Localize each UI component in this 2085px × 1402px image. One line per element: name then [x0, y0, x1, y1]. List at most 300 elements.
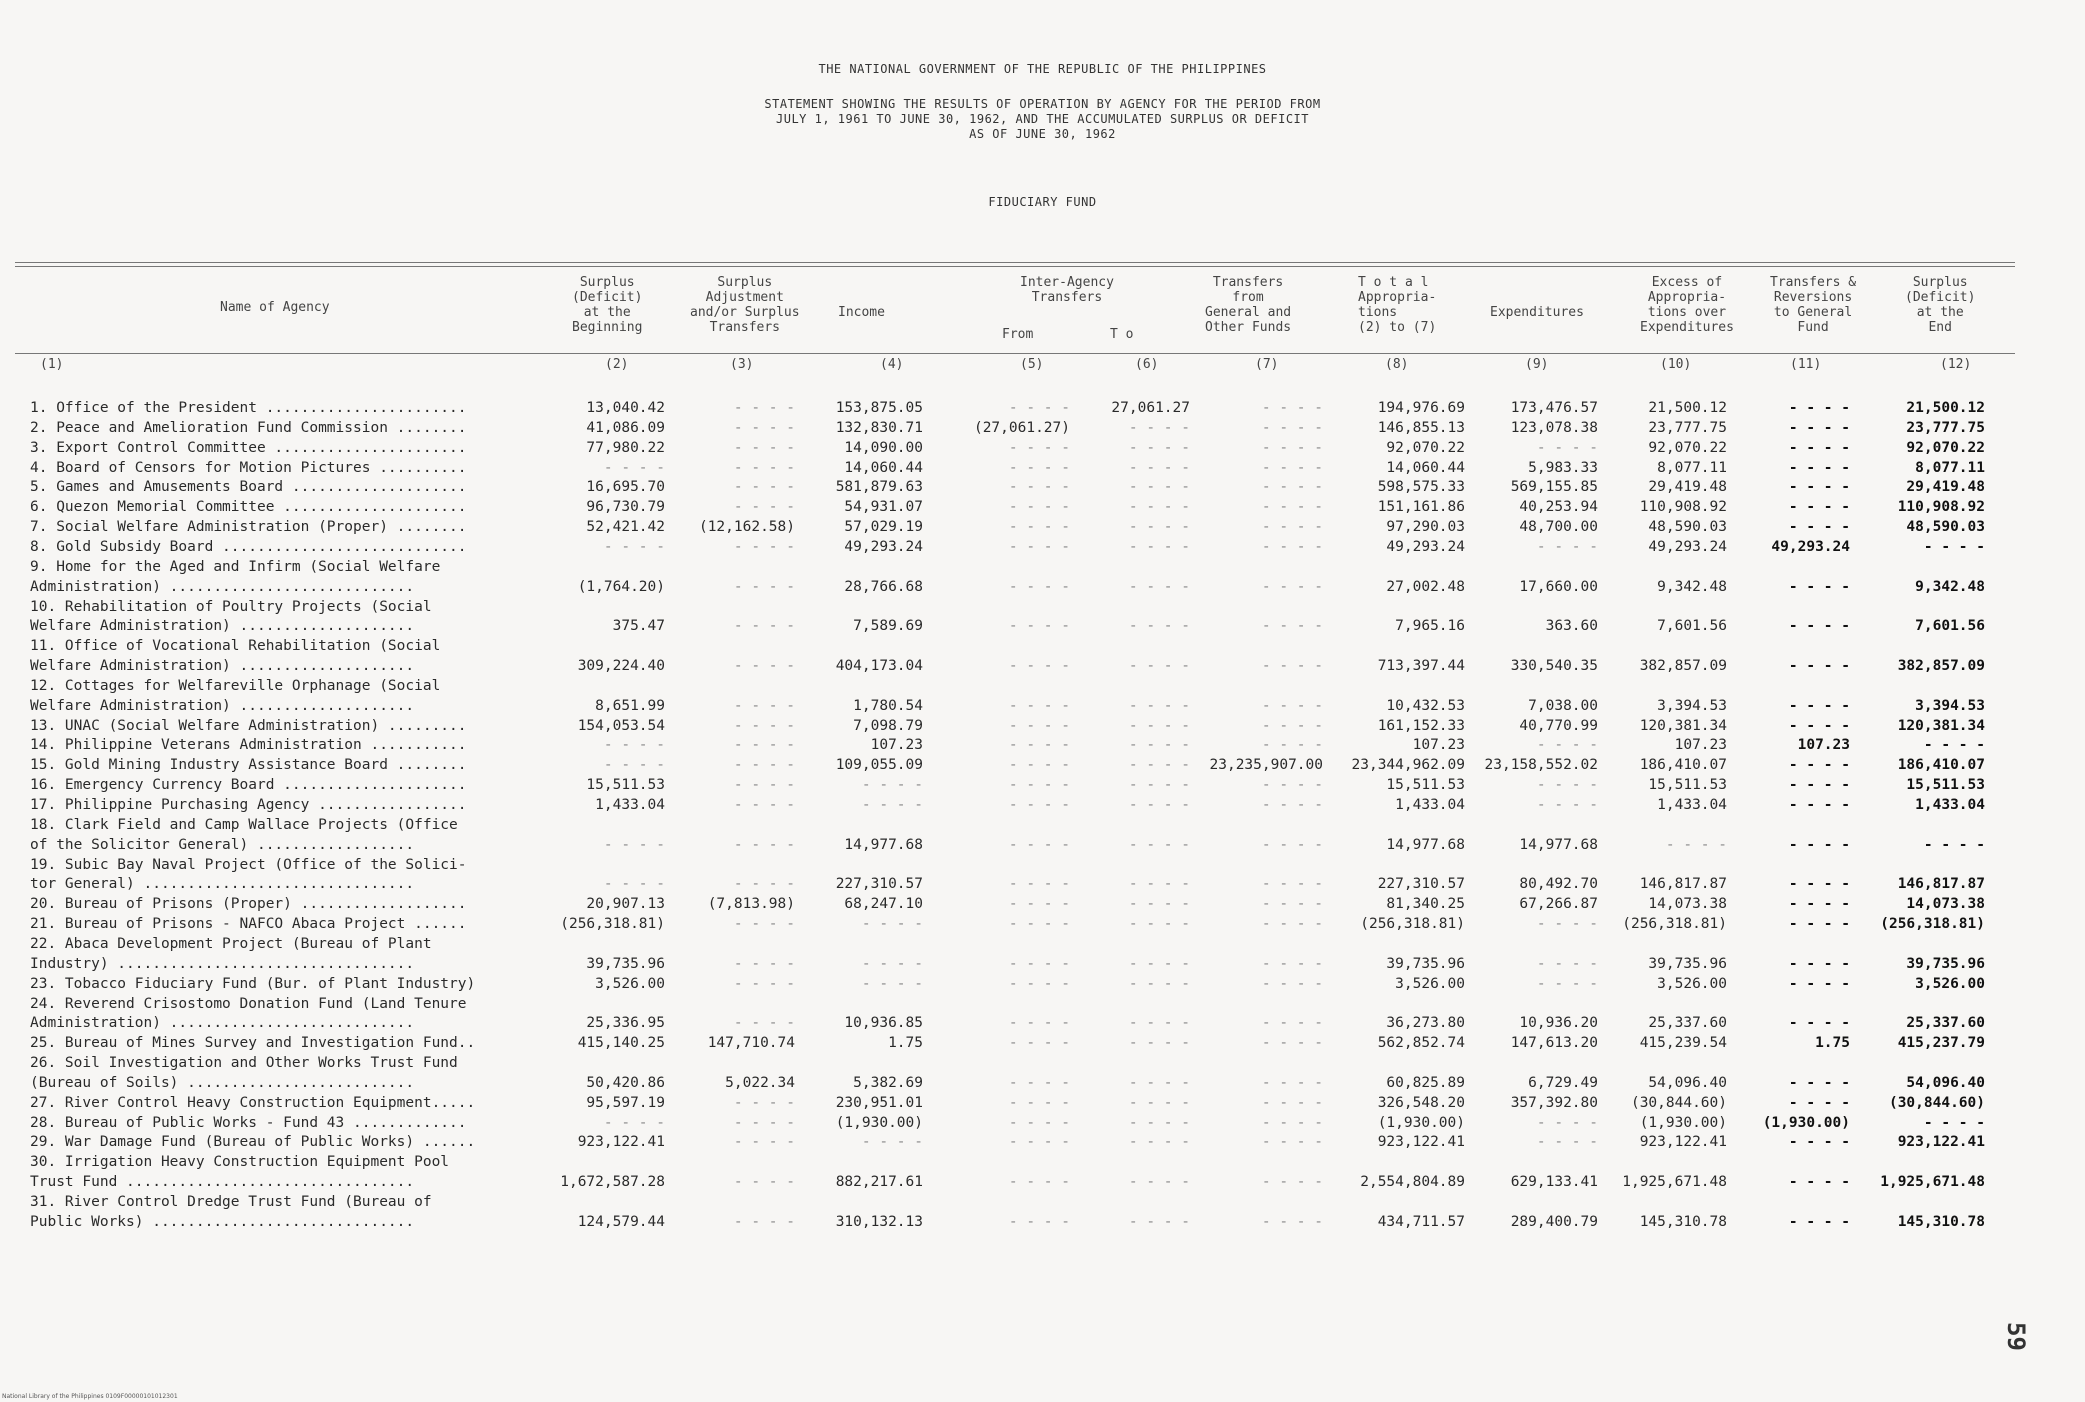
agency-name: tor General) ............................... [30, 876, 415, 893]
table-cell: (256,318.81) [1622, 916, 1727, 933]
table-cell: - - - - [1261, 658, 1323, 675]
table-cell: 882,217.61 [835, 1174, 923, 1191]
table-row [0, 1174, 2085, 1194]
table-cell: 146,817.87 [1639, 876, 1727, 893]
table-cell: - - - - [1128, 717, 1190, 734]
table-cell: 598,575.33 [1377, 479, 1465, 496]
table-cell: - - - - [1128, 1094, 1190, 1111]
table-cell: - - - - [733, 777, 795, 794]
table-cell: (7,813.98) [707, 896, 795, 913]
agency-name: Trust Fund ................................. [30, 1174, 415, 1191]
table-cell: - - - - [1788, 955, 1850, 972]
agency-name: 22. Abaca Development Project (Bureau of Plant [30, 935, 432, 952]
table-cell: 107.23 [1797, 737, 1850, 754]
table-cell: 23,158,552.02 [1484, 757, 1598, 774]
table-cell: 5,022.34 [725, 1074, 795, 1091]
table-cell: - - - - [1261, 459, 1323, 476]
table-cell: 48,700.00 [1519, 519, 1598, 536]
table-cell: 96,730.79 [586, 499, 665, 516]
table-cell: 923,122.41 [577, 1134, 665, 1151]
table-cell: (1,930.00) [1762, 1114, 1850, 1131]
table-cell: - - - - [1536, 439, 1598, 456]
table-cell: - - - - [1128, 1213, 1190, 1230]
table-cell: 8,651.99 [595, 697, 665, 714]
table-cell: - - - - [733, 578, 795, 595]
table-cell: - - - - [1923, 737, 1985, 754]
col-reversions: Transfers & Reversions to General Fund [1770, 275, 1857, 335]
table-cell: 109,055.09 [835, 757, 923, 774]
table-cell: - - - - [1008, 836, 1070, 853]
table-cell: - - - - [1008, 1094, 1070, 1111]
table-row [0, 618, 2085, 638]
table-cell: 230,951.01 [835, 1094, 923, 1111]
table-cell: - - - - [1128, 757, 1190, 774]
table-cell: - - - - [1008, 1213, 1070, 1230]
table-cell: - - - - [1788, 975, 1850, 992]
agency-name: of the Solicitor General) .................. [30, 836, 415, 853]
header-bottom-rule [15, 353, 2015, 354]
column-number: (5) [1020, 357, 1044, 372]
table-cell: 14,977.68 [1519, 836, 1598, 853]
table-cell: - - - - [861, 777, 923, 794]
col-surplus-beginning: Surplus (Deficit) at the Beginning [572, 275, 643, 335]
table-row [0, 420, 2085, 440]
table-cell: 49,293.24 [844, 538, 923, 555]
table-cell: - - - - [1536, 955, 1598, 972]
table-row [0, 1075, 2085, 1095]
table-cell: 50,420.86 [586, 1074, 665, 1091]
table-cell: 124,579.44 [577, 1213, 665, 1230]
table-cell: - - - - [1008, 975, 1070, 992]
table-cell: 27,061.27 [1111, 400, 1190, 416]
table-cell: 9,342.48 [1657, 578, 1727, 595]
table-cell: 14,090.00 [844, 439, 923, 456]
table-cell: - - - - [1923, 836, 1985, 853]
table-cell: (27,061.27) [973, 419, 1070, 436]
table-cell: - - - - [1788, 1015, 1850, 1032]
table-cell: 60,825.89 [1386, 1074, 1465, 1091]
column-number: (4) [880, 357, 904, 372]
table-cell: - - - - [1788, 1213, 1850, 1230]
table-cell: - - - - [733, 717, 795, 734]
table-row [0, 1115, 2085, 1135]
table-cell: 415,237.79 [1897, 1035, 1985, 1052]
table-cell: 227,310.57 [835, 876, 923, 893]
table-row [0, 1015, 2085, 1035]
table-cell: - - - - [1536, 1114, 1598, 1131]
table-cell: - - - - [733, 618, 795, 635]
table-cell: - - - - [1128, 1035, 1190, 1052]
table-cell: 289,400.79 [1510, 1213, 1598, 1230]
table-cell: 15,511.53 [1648, 777, 1727, 794]
table-row [0, 777, 2085, 797]
table-cell: 8,077.11 [1915, 459, 1985, 476]
table-cell: - - - - [733, 697, 795, 714]
table-cell: 3,526.00 [1395, 975, 1465, 992]
table-cell: 92,070.22 [1906, 439, 1985, 456]
table-cell: - - - - [1128, 1074, 1190, 1091]
table-cell: 49,293.24 [1771, 538, 1850, 555]
column-number: (10) [1660, 357, 1692, 372]
top-rule-2 [15, 266, 2015, 267]
table-cell: - - - - [603, 459, 665, 476]
agency-name: 25. Bureau of Mines Survey and Investigation Fund.. [30, 1035, 476, 1052]
table-cell: - - - - [1788, 479, 1850, 496]
table-cell: (30,844.60) [1888, 1094, 1985, 1111]
table-row [0, 1214, 2085, 1234]
table-cell: 145,310.78 [1639, 1213, 1727, 1230]
table-cell: - - - - [733, 400, 795, 416]
table-cell: 713,397.44 [1377, 658, 1465, 675]
table-row [0, 559, 2085, 579]
table-cell: - - - - [733, 439, 795, 456]
table-cell: - - - - [1128, 658, 1190, 675]
table-cell: 39,735.96 [1906, 955, 1985, 972]
col-inter-agency: Inter-Agency Transfers [1020, 275, 1114, 305]
table-cell: 27,002.48 [1386, 578, 1465, 595]
table-cell: - - - - [1788, 400, 1850, 416]
table-cell: 3,526.00 [1915, 975, 1985, 992]
table-cell: - - - - [733, 459, 795, 476]
table-cell: - - - - [1261, 1114, 1323, 1131]
table-cell: - - - - [1128, 797, 1190, 813]
table-cell: 80,492.70 [1519, 876, 1598, 893]
table-cell: 23,777.75 [1648, 419, 1727, 436]
table-cell: 3,526.00 [595, 975, 665, 992]
table-cell: - - - - [1008, 1174, 1070, 1191]
agency-name: 1. Office of the President ....................... [30, 400, 467, 416]
table-cell: - - - - [1788, 797, 1850, 813]
table-cell: - - - - [1261, 499, 1323, 516]
table-cell: - - - - [603, 876, 665, 893]
table-cell: 9,342.48 [1915, 578, 1985, 595]
table-cell: - - - - [861, 955, 923, 972]
table-cell: - - - - [733, 1134, 795, 1151]
table-cell: - - - - [1923, 538, 1985, 555]
table-cell: 1,925,671.48 [1622, 1174, 1727, 1191]
table-cell: - - - - [1128, 1015, 1190, 1032]
table-cell: 147,613.20 [1510, 1035, 1598, 1052]
table-cell: - - - - [1008, 1134, 1070, 1151]
table-cell: 39,735.96 [1386, 955, 1465, 972]
table-cell: - - - - [733, 737, 795, 754]
table-cell: - - - - [733, 1114, 795, 1131]
table-cell: 1,433.04 [1657, 797, 1727, 813]
table-cell: 23,344,962.09 [1351, 757, 1465, 774]
table-cell: - - - - [733, 1213, 795, 1230]
table-cell: - - - - [1261, 836, 1323, 853]
table-cell: 14,060.44 [844, 459, 923, 476]
table-cell: - - - - [1008, 876, 1070, 893]
table-cell: 14,977.68 [1386, 836, 1465, 853]
table-cell: - - - - [1008, 519, 1070, 536]
table-cell: 110,908.92 [1639, 499, 1727, 516]
table-cell: 7,589.69 [853, 618, 923, 635]
table-row [0, 638, 2085, 658]
table-cell: - - - - [1261, 737, 1323, 754]
agency-name: 5. Games and Amusements Board .................... [30, 479, 467, 496]
table-cell: 146,855.13 [1377, 419, 1465, 436]
table-row [0, 817, 2085, 837]
column-number: (11) [1790, 357, 1822, 372]
table-cell: 382,857.09 [1897, 658, 1985, 675]
agency-name: 27. River Control Heavy Construction Equipment..... [30, 1094, 476, 1111]
table-cell: - - - - [1261, 697, 1323, 714]
table-cell: 14,977.68 [844, 836, 923, 853]
table-cell: - - - - [1128, 499, 1190, 516]
table-cell: - - - - [1128, 479, 1190, 496]
table-cell: (1,930.00) [1377, 1114, 1465, 1131]
table-cell: 49,293.24 [1648, 538, 1727, 555]
table-cell: 562,852.74 [1377, 1035, 1465, 1052]
table-row [0, 599, 2085, 619]
table-cell: - - - - [733, 975, 795, 992]
table-row [0, 956, 2085, 976]
table-cell: - - - - [1261, 419, 1323, 436]
table-cell: - - - - [1261, 439, 1323, 456]
agency-name: 28. Bureau of Public Works - Fund 43 ............. [30, 1114, 467, 1131]
table-cell: 923,122.41 [1897, 1134, 1985, 1151]
table-row [0, 757, 2085, 777]
table-row [0, 896, 2085, 916]
table-cell: 25,337.60 [1906, 1015, 1985, 1032]
agency-name: 30. Irrigation Heavy Construction Equipment Pool [30, 1154, 450, 1171]
table-row [0, 400, 2085, 420]
table-cell: 309,224.40 [577, 658, 665, 675]
statement-title [0, 97, 2085, 142]
agency-name: Welfare Administration) .................... [30, 658, 415, 675]
table-cell: - - - - [1788, 419, 1850, 436]
table-cell: 14,060.44 [1386, 459, 1465, 476]
table-cell: - - - - [733, 876, 795, 893]
agency-name: Administration) ............................ [30, 578, 415, 595]
col-transfers-general: Transfers from General and Other Funds [1205, 275, 1292, 335]
table-cell: - - - - [1008, 479, 1070, 496]
table-cell: - - - - [1536, 975, 1598, 992]
agency-name: 31. River Control Dredge Trust Fund (Bureau of [30, 1194, 432, 1210]
table-cell: 29,419.48 [1648, 479, 1727, 496]
table-cell: 415,140.25 [577, 1035, 665, 1052]
table-cell: - - - - [1536, 797, 1598, 813]
table-cell: 36,273.80 [1386, 1015, 1465, 1032]
agency-name: 10. Rehabilitation of Poultry Projects (Social [30, 598, 432, 615]
column-number: (6) [1135, 357, 1159, 372]
table-cell: - - - - [1008, 797, 1070, 813]
table-row [0, 976, 2085, 996]
table-row [0, 579, 2085, 599]
table-cell: 1,433.04 [595, 797, 665, 813]
table-cell: 5,382.69 [853, 1074, 923, 1091]
column-number: (2) [605, 357, 629, 372]
top-rule [15, 262, 2015, 263]
table-cell: - - - - [733, 836, 795, 853]
table-cell: - - - - [1008, 658, 1070, 675]
table-cell: - - - - [1261, 876, 1323, 893]
table-cell: - - - - [1923, 1114, 1985, 1131]
table-cell: - - - - [733, 538, 795, 555]
agency-name: Administration) ............................ [30, 1015, 415, 1032]
table-cell: - - - - [603, 757, 665, 774]
table-cell: 153,875.05 [835, 400, 923, 416]
table-cell: - - - - [1536, 777, 1598, 794]
table-cell: - - - - [1788, 876, 1850, 893]
table-cell: - - - - [1261, 400, 1323, 416]
table-cell: 39,735.96 [1648, 955, 1727, 972]
table-cell: 434,711.57 [1377, 1213, 1465, 1230]
table-cell: 7,601.56 [1657, 618, 1727, 635]
agency-name: 6. Quezon Memorial Committee ..................... [30, 499, 467, 516]
table-cell: - - - - [1788, 777, 1850, 794]
table-cell: 39,735.96 [586, 955, 665, 972]
table-cell: 25,336.95 [586, 1015, 665, 1032]
table-cell: 7,038.00 [1528, 697, 1598, 714]
table-cell: - - - - [1008, 1035, 1070, 1052]
agency-name: Industry) .................................. [30, 955, 415, 972]
table-cell: 15,511.53 [1386, 777, 1465, 794]
table-cell: - - - - [1128, 916, 1190, 933]
table-cell: - - - - [733, 419, 795, 436]
table-row [0, 1035, 2085, 1055]
table-cell: 1,433.04 [1915, 797, 1985, 813]
table-cell: 57,029.19 [844, 519, 923, 536]
table-cell: 145,310.78 [1897, 1213, 1985, 1230]
table-cell: - - - - [1008, 1015, 1070, 1032]
table-cell: 54,096.40 [1648, 1074, 1727, 1091]
table-cell: - - - - [1128, 1134, 1190, 1151]
table-cell: 16,695.70 [586, 479, 665, 496]
table-cell: - - - - [1536, 1134, 1598, 1151]
table-row [0, 658, 2085, 678]
table-cell: - - - - [1536, 916, 1598, 933]
table-cell: 77,980.22 [586, 439, 665, 456]
table-cell: - - - - [1261, 479, 1323, 496]
agency-name: 20. Bureau of Prisons (Proper) ................... [30, 896, 467, 913]
table-cell: - - - - [733, 955, 795, 972]
table-cell: - - - - [1261, 916, 1323, 933]
table-cell: 227,310.57 [1377, 876, 1465, 893]
col-name: Name of Agency [220, 300, 330, 315]
table-cell: (1,930.00) [835, 1114, 923, 1131]
agency-name: 7. Social Welfare Administration (Proper) ........ [30, 519, 467, 536]
table-cell: 132,830.71 [835, 419, 923, 436]
table-cell: - - - - [861, 797, 923, 813]
table-row [0, 837, 2085, 857]
table-cell: - - - - [1128, 876, 1190, 893]
table-cell: 382,857.09 [1639, 658, 1727, 675]
table-cell: 23,777.75 [1906, 419, 1985, 436]
table-cell: - - - - [1128, 439, 1190, 456]
table-cell: - - - - [1788, 618, 1850, 635]
table-cell: 7,098.79 [853, 717, 923, 734]
table-cell: 3,394.53 [1657, 697, 1727, 714]
agency-name: Welfare Administration) .................... [30, 618, 415, 635]
table-cell: 1,780.54 [853, 697, 923, 714]
table-cell: - - - - [1008, 439, 1070, 456]
table-cell: (256,318.81) [1880, 916, 1985, 933]
agency-name: 24. Reverend Crisostomo Donation Fund (Land Tenure [30, 995, 467, 1012]
table-row [0, 1154, 2085, 1174]
table-cell: (1,764.20) [577, 578, 665, 595]
col-total-appropriations: T o t a l Appropria- tions (2) to (7) [1358, 275, 1437, 335]
table-cell: - - - - [1261, 975, 1323, 992]
col-income: Income [838, 305, 885, 320]
table-row [0, 1095, 2085, 1115]
agency-name: 19. Subic Bay Naval Project (Office of the Solici- [30, 856, 467, 873]
table-cell: 10,432.53 [1386, 697, 1465, 714]
table-row [0, 460, 2085, 480]
table-cell: - - - - [733, 1015, 795, 1032]
table-row [0, 876, 2085, 896]
table-cell: - - - - [733, 916, 795, 933]
table-cell: - - - - [1788, 519, 1850, 536]
table-cell: - - - - [1008, 737, 1070, 754]
table-cell: 1,672,587.28 [560, 1174, 665, 1191]
table-cell: - - - - [1128, 519, 1190, 536]
table-cell: - - - - [1788, 1074, 1850, 1091]
column-number: (8) [1385, 357, 1409, 372]
table-cell: - - - - [1008, 1114, 1070, 1131]
table-row [0, 936, 2085, 956]
table-row [0, 857, 2085, 877]
table-cell: 107.23 [1674, 737, 1727, 754]
table-cell: - - - - [1788, 1174, 1850, 1191]
agency-name: 29. War Damage Fund (Bureau of Public Works) ...... [30, 1134, 476, 1151]
table-cell: 194,976.69 [1377, 400, 1465, 416]
agency-name: 15. Gold Mining Industry Assistance Board ........ [30, 757, 467, 774]
table-cell: 120,381.34 [1897, 717, 1985, 734]
column-number: (1) [40, 357, 64, 372]
table-cell: - - - - [1008, 538, 1070, 555]
table-cell: (256,318.81) [560, 916, 665, 933]
table-cell: - - - - [733, 1174, 795, 1191]
table-row [0, 479, 2085, 499]
table-cell: - - - - [1128, 975, 1190, 992]
page-number: 59 [2002, 1322, 2030, 1351]
table-cell: 2,554,804.89 [1360, 1174, 1465, 1191]
table-cell: - - - - [1788, 757, 1850, 774]
table-cell: 15,511.53 [1906, 777, 1985, 794]
table-cell: - - - - [1788, 499, 1850, 516]
agency-name: 13. UNAC (Social Welfare Administration) ......... [30, 717, 467, 734]
table-cell: - - - - [1788, 439, 1850, 456]
table-cell: 92,070.22 [1648, 439, 1727, 456]
table-cell: - - - - [1665, 836, 1727, 853]
col-surplus-adjustment: Surplus Adjustment and/or Surplus Transfers [690, 275, 800, 335]
table-cell: - - - - [1128, 419, 1190, 436]
table-cell: 310,132.13 [835, 1213, 923, 1230]
table-cell: - - - - [1788, 1134, 1850, 1151]
table-cell: 14,073.38 [1648, 896, 1727, 913]
table-cell: 123,078.38 [1510, 419, 1598, 436]
statement-line-2: JULY 1, 1961 TO JUNE 30, 1962, AND THE ACCUMULATED SURPLUS OR DEFICIT [776, 112, 1309, 126]
government-title: THE NATIONAL GOVERNMENT OF THE REPUBLIC OF THE PHILIPPINES [818, 62, 1267, 76]
table-cell: - - - - [603, 538, 665, 555]
table-cell: 21,500.12 [1648, 400, 1727, 416]
table-cell: - - - - [1261, 1094, 1323, 1111]
table-cell: - - - - [1261, 797, 1323, 813]
col-from: From [1002, 327, 1034, 342]
column-number: (7) [1255, 357, 1279, 372]
statement-line-1: STATEMENT SHOWING THE RESULTS OF OPERATION BY AGENCY FOR THE PERIOD FROM [764, 97, 1321, 111]
footnote: National Library of the Philippines 0109F00000101012301 [2, 1393, 178, 1400]
table-cell: - - - - [733, 658, 795, 675]
table-cell: (12,162.58) [698, 519, 795, 536]
table-cell: 3,394.53 [1915, 697, 1985, 714]
table-cell: 48,590.03 [1906, 519, 1985, 536]
table-cell: 67,266.87 [1519, 896, 1598, 913]
agency-name: Public Works) .............................. [30, 1213, 415, 1230]
table-cell: 8,077.11 [1657, 459, 1727, 476]
